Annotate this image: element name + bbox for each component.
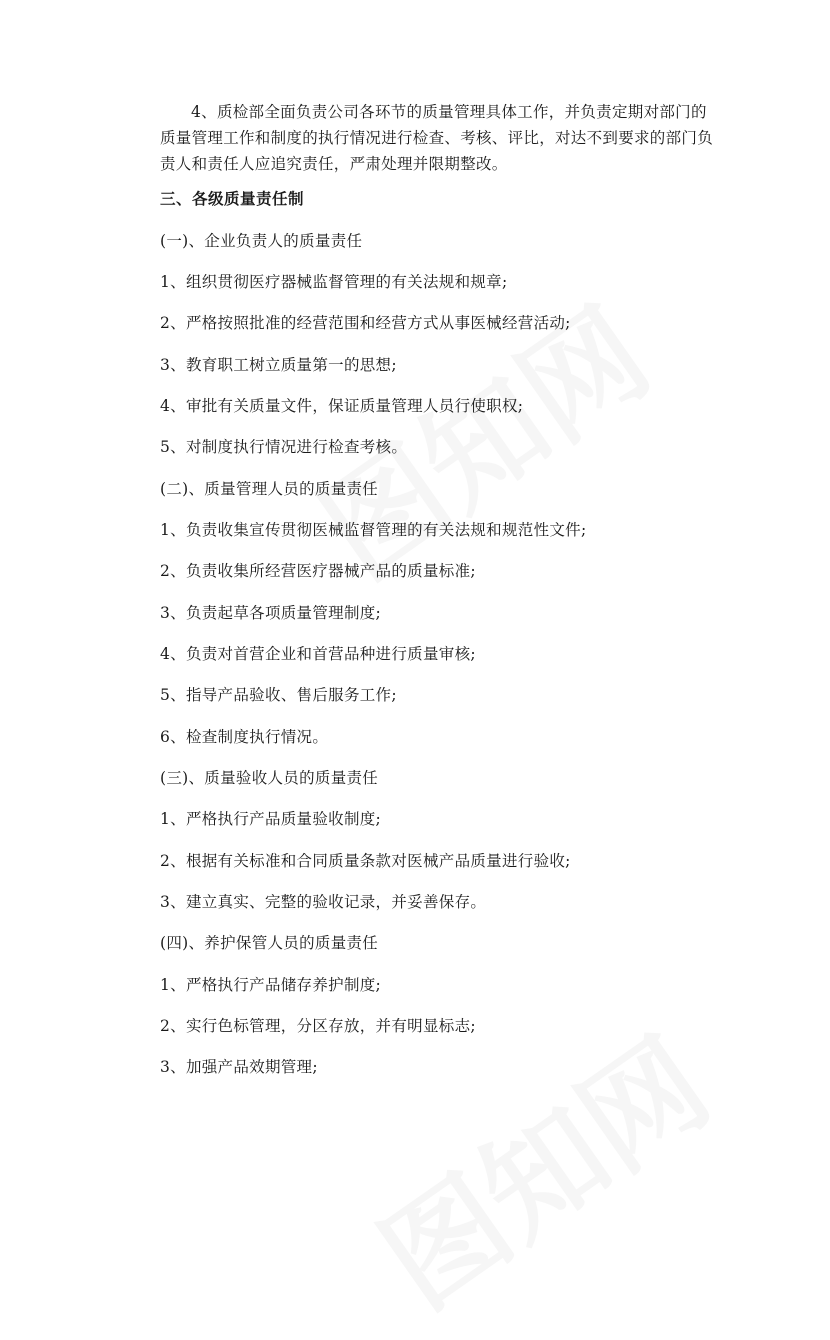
list-item: 2、实行色标管理，分区存放，并有明显标志; (160, 1017, 476, 1035)
list-item: 6、检查制度执行情况。 (160, 728, 329, 746)
list-item: 1、负责收集宣传贯彻医械监督管理的有关法规和规范性文件; (160, 521, 587, 539)
subsection-title: (四)、养护保管人员的质量责任 (160, 934, 379, 952)
subsection-title: (一)、企业负责人的质量责任 (160, 232, 363, 250)
list-item: 3、加强产品效期管理; (160, 1058, 318, 1076)
list-item: 5、指导产品验收、售后服务工作; (160, 686, 397, 704)
list-item: 1、组织贯彻医疗器械监督管理的有关法规和规章; (160, 273, 508, 291)
intro-paragraph: 4、质检部全面负责公司各环节的质量管理具体工作，并负责定期对部门的质量管理工作和制度的执行情况进行检查、考核、评比，对达不到要求的部门负责人和责任人应追究责任，严肃处理并限期整改。 (160, 103, 714, 173)
list-item: 2、负责收集所经营医疗器械产品的质量标准; (160, 562, 476, 580)
list-item: 5、对制度执行情况进行检查考核。 (160, 438, 408, 456)
list-item: 2、根据有关标准和合同质量条款对医械产品质量进行验收; (160, 852, 571, 870)
list-item: 1、严格执行产品质量验收制度; (160, 810, 382, 828)
list-item: 4、审批有关质量文件，保证质量管理人员行使职权; (160, 397, 524, 415)
subsection-title: (二)、质量管理人员的质量责任 (160, 480, 379, 498)
list-item: 3、教育职工树立质量第一的思想; (160, 356, 397, 374)
list-item: 1、严格执行产品储存养护制度; (160, 976, 382, 994)
list-item: 4、负责对首营企业和首营品种进行质量审核; (160, 645, 476, 663)
list-item: 3、负责起草各项质量管理制度; (160, 604, 382, 622)
list-item: 3、建立真实、完整的验收记录，并妥善保存。 (160, 893, 487, 911)
subsection-title: (三)、质量验收人员的质量责任 (160, 769, 379, 787)
section-heading: 三、各级质量责任制 (160, 190, 305, 208)
list-item: 2、严格按照批准的经营范围和经营方式从事医械经营活动; (160, 314, 571, 332)
watermark (343, 992, 737, 1339)
